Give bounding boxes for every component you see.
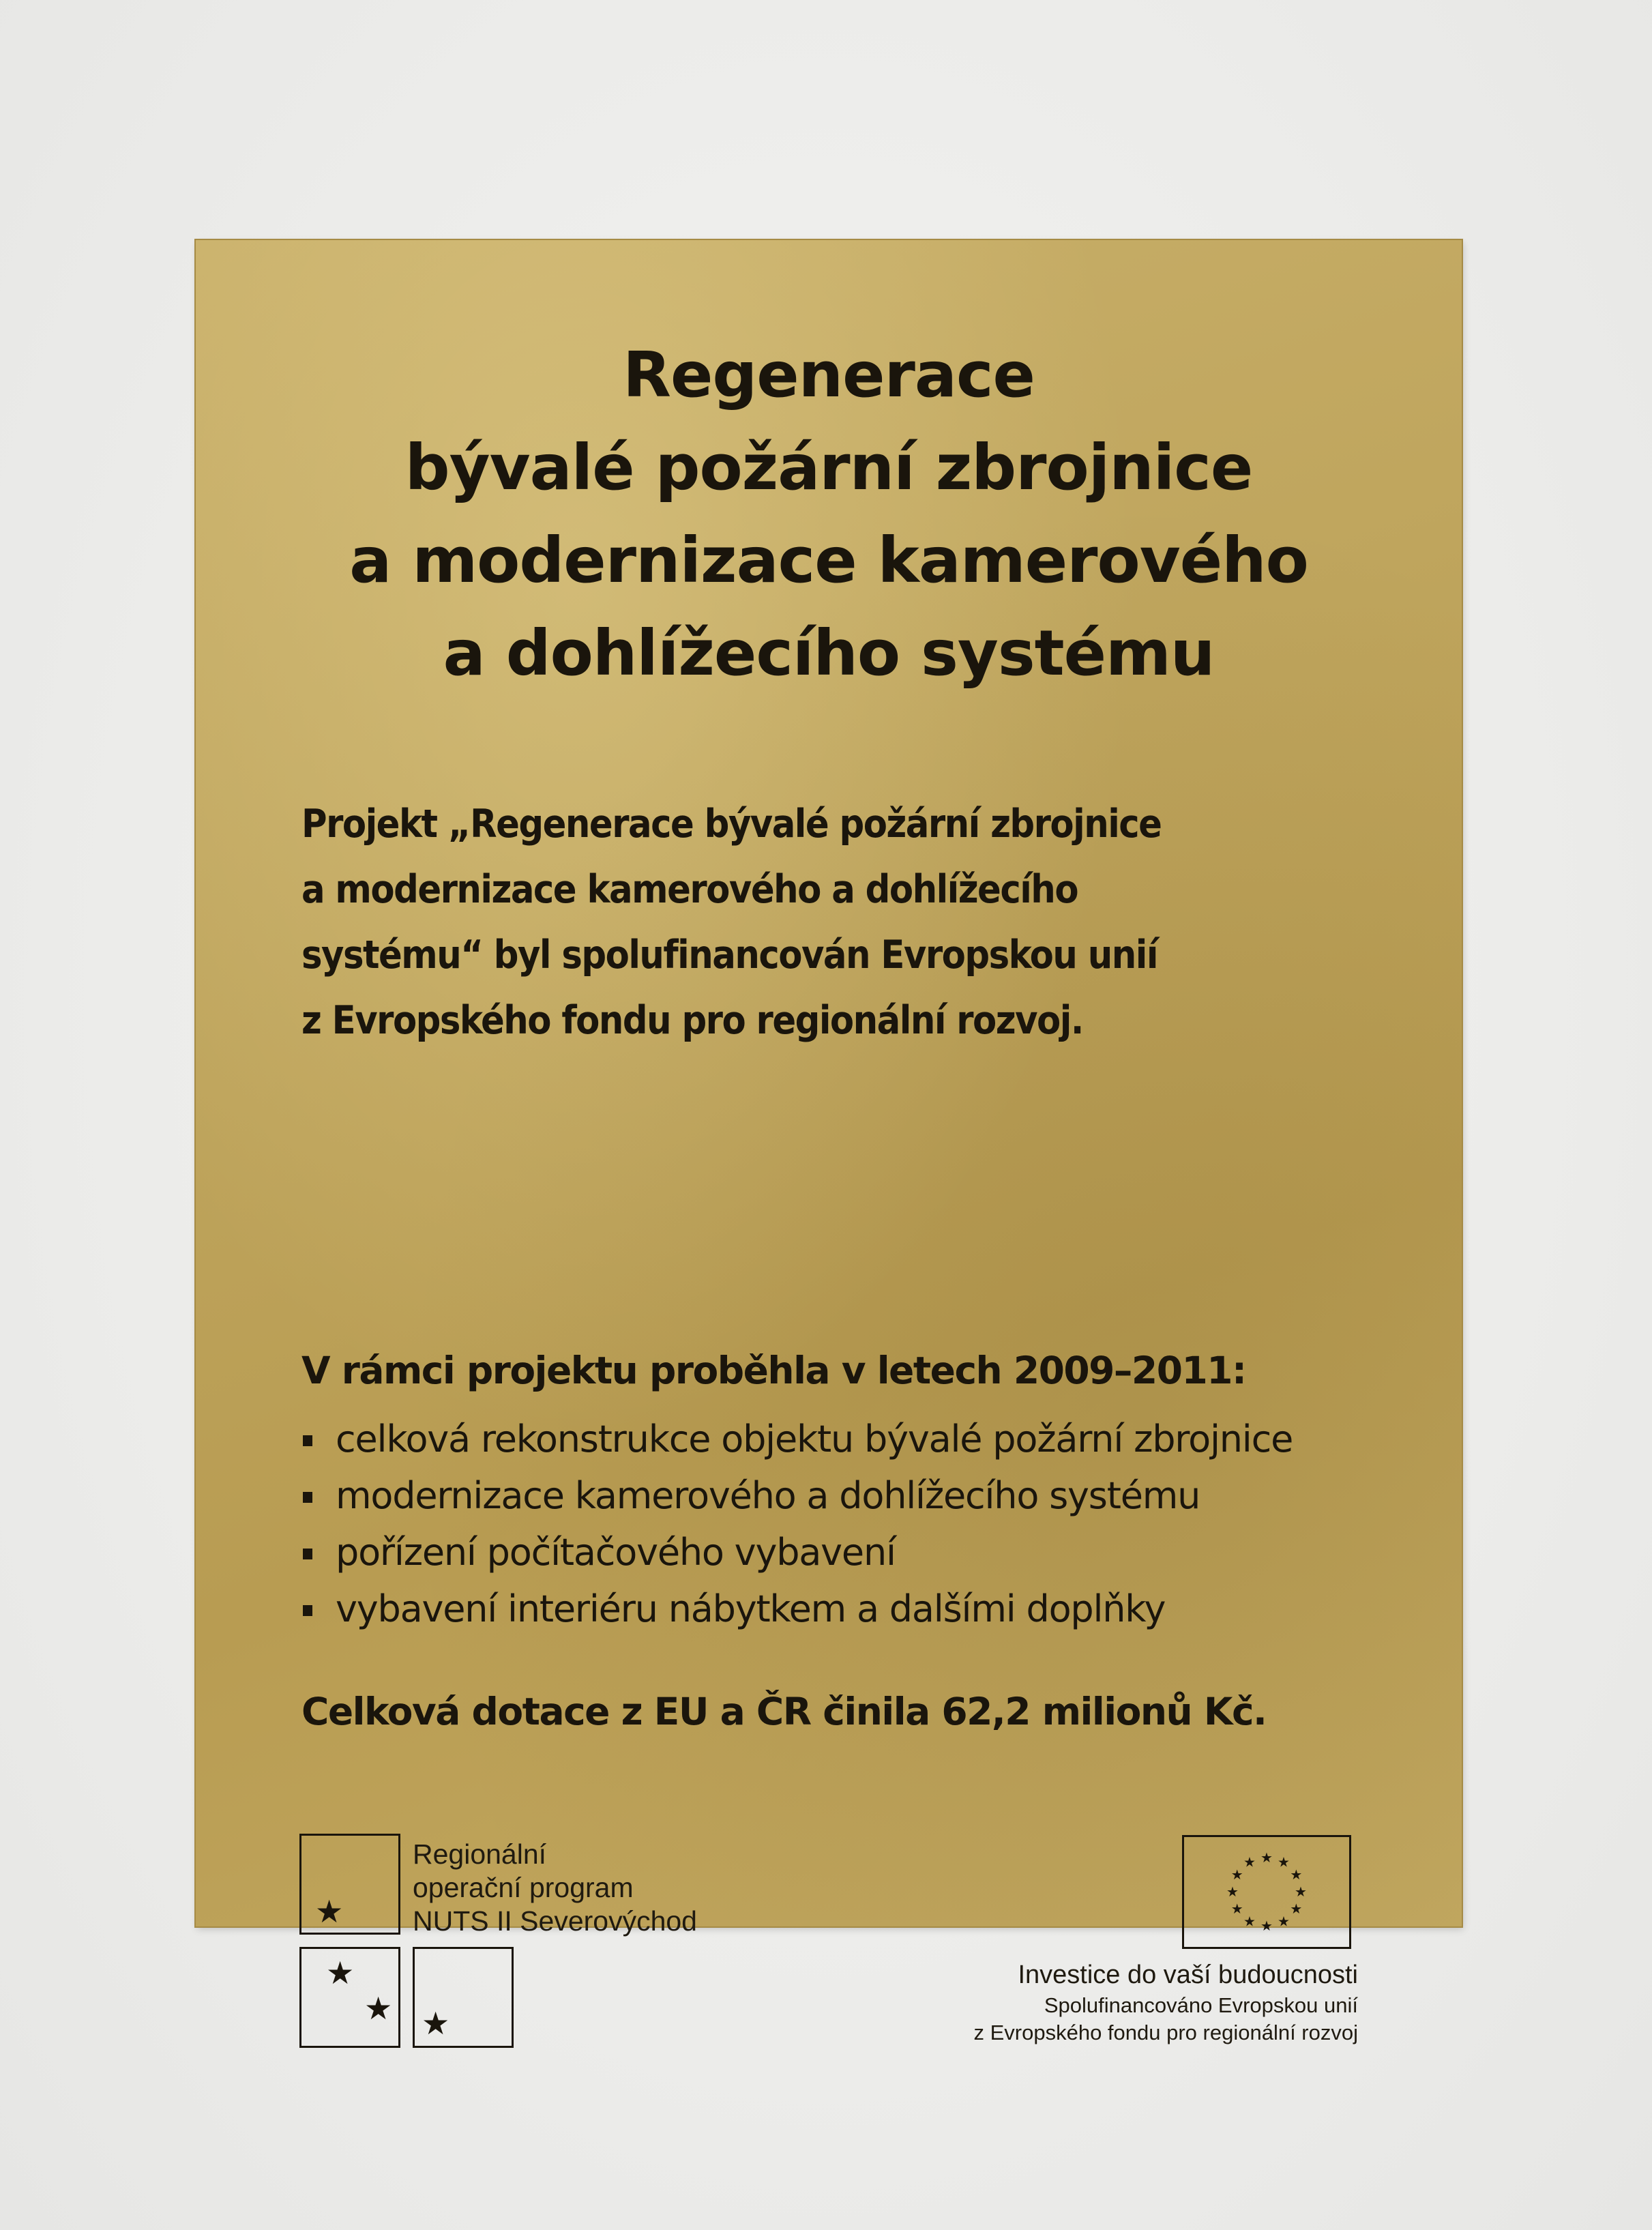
- total-subsidy: Celková dotace z EU a ČR činila 62,2 milionů Kč.: [301, 1690, 1267, 1733]
- eu-star-icon: ★: [1260, 1918, 1273, 1934]
- title-line: a modernizace kamerového: [349, 524, 1308, 597]
- star-icon: ★: [422, 2005, 450, 2042]
- square-bullet-icon: [303, 1435, 312, 1446]
- eu-caption: [974, 1958, 1359, 2046]
- list-item: [301, 1467, 1293, 1524]
- square-bullet-icon: [303, 1492, 312, 1503]
- star-icon: ★: [364, 1990, 393, 2027]
- square-bullet-icon: [303, 1549, 312, 1559]
- list-item-text: modernizace kamerového a dohlížecího systému: [336, 1474, 1200, 1517]
- star-icon: ★: [326, 1954, 355, 1991]
- eu-star-icon: ★: [1290, 1901, 1303, 1917]
- plaque-title: [196, 329, 1462, 700]
- eu-star-icon: ★: [1278, 1853, 1290, 1870]
- eu-star-icon: ★: [1295, 1883, 1307, 1900]
- eu-star-icon: ★: [1243, 1913, 1256, 1930]
- paragraph-line: a modernizace kamerového a dohlížecího: [301, 867, 1078, 912]
- rop-line: NUTS II Severovýchod: [413, 1905, 697, 1937]
- rop-line: Regionální: [413, 1838, 547, 1870]
- activities-intro: V rámci projektu proběhla v letech 2009–2011:: [301, 1349, 1246, 1392]
- eu-cofinance-line: Spolufinancováno Evropskou unií: [1044, 1993, 1358, 2017]
- logo-square: [299, 1947, 400, 2048]
- title-line: Regenerace: [623, 338, 1035, 411]
- list-item: [301, 1581, 1293, 1637]
- eu-star-icon: ★: [1260, 1849, 1273, 1866]
- brass-plaque: [196, 240, 1462, 2044]
- logo-square: [413, 1947, 514, 2048]
- paragraph-line: systému“ byl spolufinancován Evropskou unií: [301, 933, 1157, 978]
- title-line: a dohlížecího systému: [443, 617, 1215, 690]
- eu-motto: Investice do vaší budoucnosti: [1018, 1961, 1358, 1989]
- title-line: bývalé požární zbrojnice: [404, 431, 1253, 504]
- eu-stars-ring-icon: [1184, 1837, 1349, 1947]
- activities-list: [301, 1411, 1293, 1637]
- rop-line: operační program: [413, 1872, 634, 1903]
- eu-fund-line: z Evropského fondu pro regionální rozvoj: [973, 2021, 1358, 2044]
- rop-label: [413, 1838, 697, 1938]
- paragraph-line: Projekt „Regenerace bývalé požární zbrojnice: [301, 802, 1162, 847]
- eu-star-icon: ★: [1230, 1901, 1243, 1917]
- list-item-text: pořízení počítačového vybavení: [336, 1531, 896, 1574]
- eu-star-icon: ★: [1243, 1853, 1256, 1870]
- eu-star-icon: ★: [1226, 1883, 1239, 1900]
- eu-star-icon: ★: [1230, 1866, 1243, 1883]
- star-icon: ★: [315, 1893, 344, 1930]
- eu-star-icon: ★: [1290, 1866, 1303, 1883]
- project-paragraph: [301, 791, 1393, 1053]
- square-bullet-icon: [303, 1605, 312, 1616]
- logo-square: [299, 1834, 400, 1935]
- list-item: [301, 1411, 1293, 1467]
- paragraph-line: z Evropského fondu pro regionální rozvoj.: [301, 998, 1083, 1043]
- eu-flag-icon: [1182, 1835, 1351, 1949]
- list-item-text: celková rekonstrukce objektu bývalé požární zbrojnice: [336, 1418, 1293, 1461]
- list-item-text: vybavení interiéru nábytkem a dalšími doplňky: [336, 1587, 1166, 1630]
- list-item: [301, 1524, 1293, 1581]
- eu-star-icon: ★: [1278, 1913, 1290, 1930]
